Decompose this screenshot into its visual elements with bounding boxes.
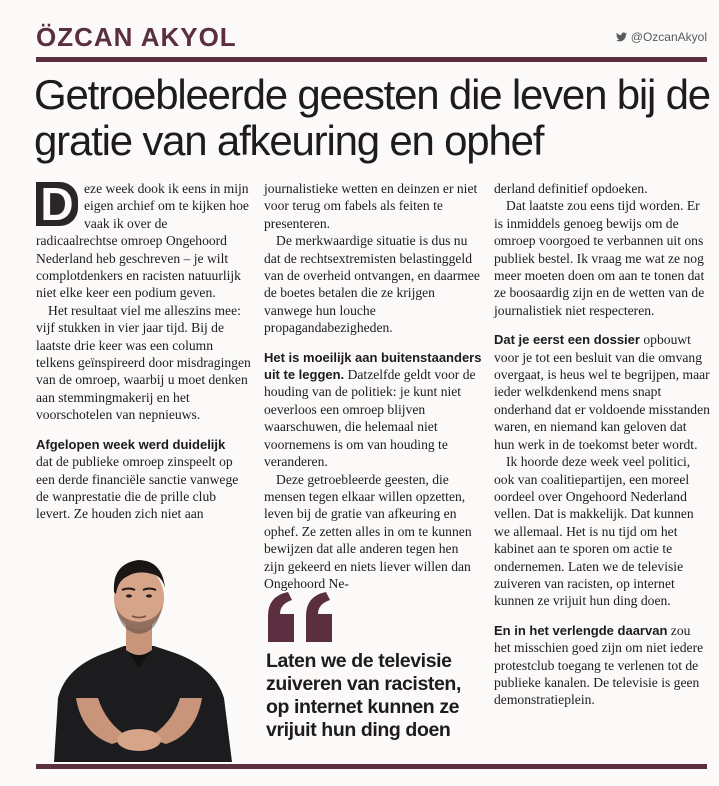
paragraph bbox=[494, 622, 710, 709]
paragraph-text: Datzelfde geldt voor de houding van de politiek: je kunt niet oeverloos een omroep blijven waarschuwen, die helemaal niet voornemens is om van houding te veranderen. bbox=[264, 367, 476, 470]
paragraph bbox=[264, 349, 482, 471]
author-photo bbox=[36, 548, 254, 762]
article-column-2 bbox=[264, 180, 482, 592]
paragraph: Ik hoorde deze week veel politici, ook van coalitiepartijen, een moreel oordeel over Ongehoord Nederland vellen. Dat is makkelijk. Dat kunnen we allemaal. Het is nu tijd om het kabinet aan te sporen om actie te ondernemen. Laten we de televisie zuiveren van racisten, op internet kunnen ze vrijuit hun ding doen. bbox=[494, 454, 694, 609]
twitter-bird-icon bbox=[616, 32, 627, 42]
paragraph: Dat laatste zou eens tijd worden. Er is inmiddels genoeg bewijs om de omroep voorgoed te verbannen uit ons publiek bestel. Ik vraag me wat ze nog meer moeten doen om aan te tonen dat ze boosaardig zijn en de wetten van de journalistiek niet respecteren. bbox=[494, 198, 705, 318]
paragraph-lead: En in het verlengde daarvan bbox=[494, 622, 668, 638]
bottom-rule bbox=[36, 764, 707, 769]
top-rule bbox=[36, 57, 707, 62]
quote-marks-icon bbox=[266, 592, 338, 642]
twitter-handle-text: @OzcanAkyol bbox=[630, 30, 707, 44]
article-column-3 bbox=[494, 180, 710, 709]
column-header bbox=[36, 22, 707, 62]
paragraph bbox=[36, 180, 252, 302]
paragraph bbox=[494, 331, 710, 453]
paragraph-lead: Het is moeilijk aan buitenstaanders uit te leggen. bbox=[264, 349, 482, 383]
author-name: ÖZCAN AKYOL bbox=[36, 22, 237, 52]
paragraph: journalistieke wetten en deinzen er niet voor terug om fabels als feiten te presenteren. bbox=[264, 181, 478, 231]
article-column-1 bbox=[36, 180, 252, 523]
paragraph bbox=[36, 436, 252, 523]
paragraph: derland definitief opdoeken. bbox=[494, 181, 648, 196]
paragraph: De merkwaardige situatie is dus nu dat de rechtsextremisten belastinggeld van de overheid ontvangen, en daarmee de boetes betalen die ze krijgen vanwege hun louche propagandabezigheden. bbox=[264, 233, 480, 336]
paragraph-text: eze week dook ik eens in mijn eigen archief om te kijken hoe vaak ik over de radicaalrechtse omroep Ongehoord Nederland heb geschreven – je wilt complotdenkers en racisten natuurlijk niet elke keer een podium geven. bbox=[36, 181, 249, 301]
paragraph: Het resultaat viel me alleszins mee: vijf stukken in vier jaar tijd. Bij de laatste drie keer was een column telkens geïnspireerd door misdragingen van de omroep, waarbij u moet denken aan stemmingmakerij en het voorschotelen van nepnieuws. bbox=[36, 302, 251, 423]
paragraph-text: zou het misschien goed zijn om niet iedere protestclub toegang te verlenen tot de publieke kanalen. De televisie is geen demonstratieplein. bbox=[494, 622, 704, 708]
headline: Getroebleerde geesten die leven bij de gratie van afkeuring en ophef bbox=[34, 71, 710, 164]
twitter-handle bbox=[616, 30, 707, 44]
dropcap: D bbox=[36, 182, 78, 226]
paragraph-text: opbouwt voor je tot een besluit van die omvang overgaat, is heus wel te begrijpen, maar ieder welkdenkend mens snapt onderhand dat er voldoende misstanden waren, en niemand kan geloven dat hun werk in de toekomst beter wordt. bbox=[494, 332, 710, 452]
paragraph: Deze getroebleerde geesten, die mensen tegen elkaar willen opzetten, leven bij de gratie van afkeuring en ophef. Ze zetten alles in om te kunnen bewijzen dat alle anderen tegen hen zijn gekeerd en niets liever willen dan Ongehoord Ne- bbox=[264, 471, 472, 591]
paragraph-lead: Dat je eerst een dossier bbox=[494, 332, 640, 348]
pull-quote: Laten we de televisie zuiveren van racisten, op internet kunnen ze vrijuit hun ding doen bbox=[266, 650, 461, 741]
paragraph-text: dat de publieke omroep zinspeelt op een derde financiële sanctie vanwege de wanprestatie die de prille club levert. Ze houden zich niet aan bbox=[36, 454, 239, 522]
paragraph-lead: Afgelopen week werd duidelijk bbox=[36, 436, 226, 452]
